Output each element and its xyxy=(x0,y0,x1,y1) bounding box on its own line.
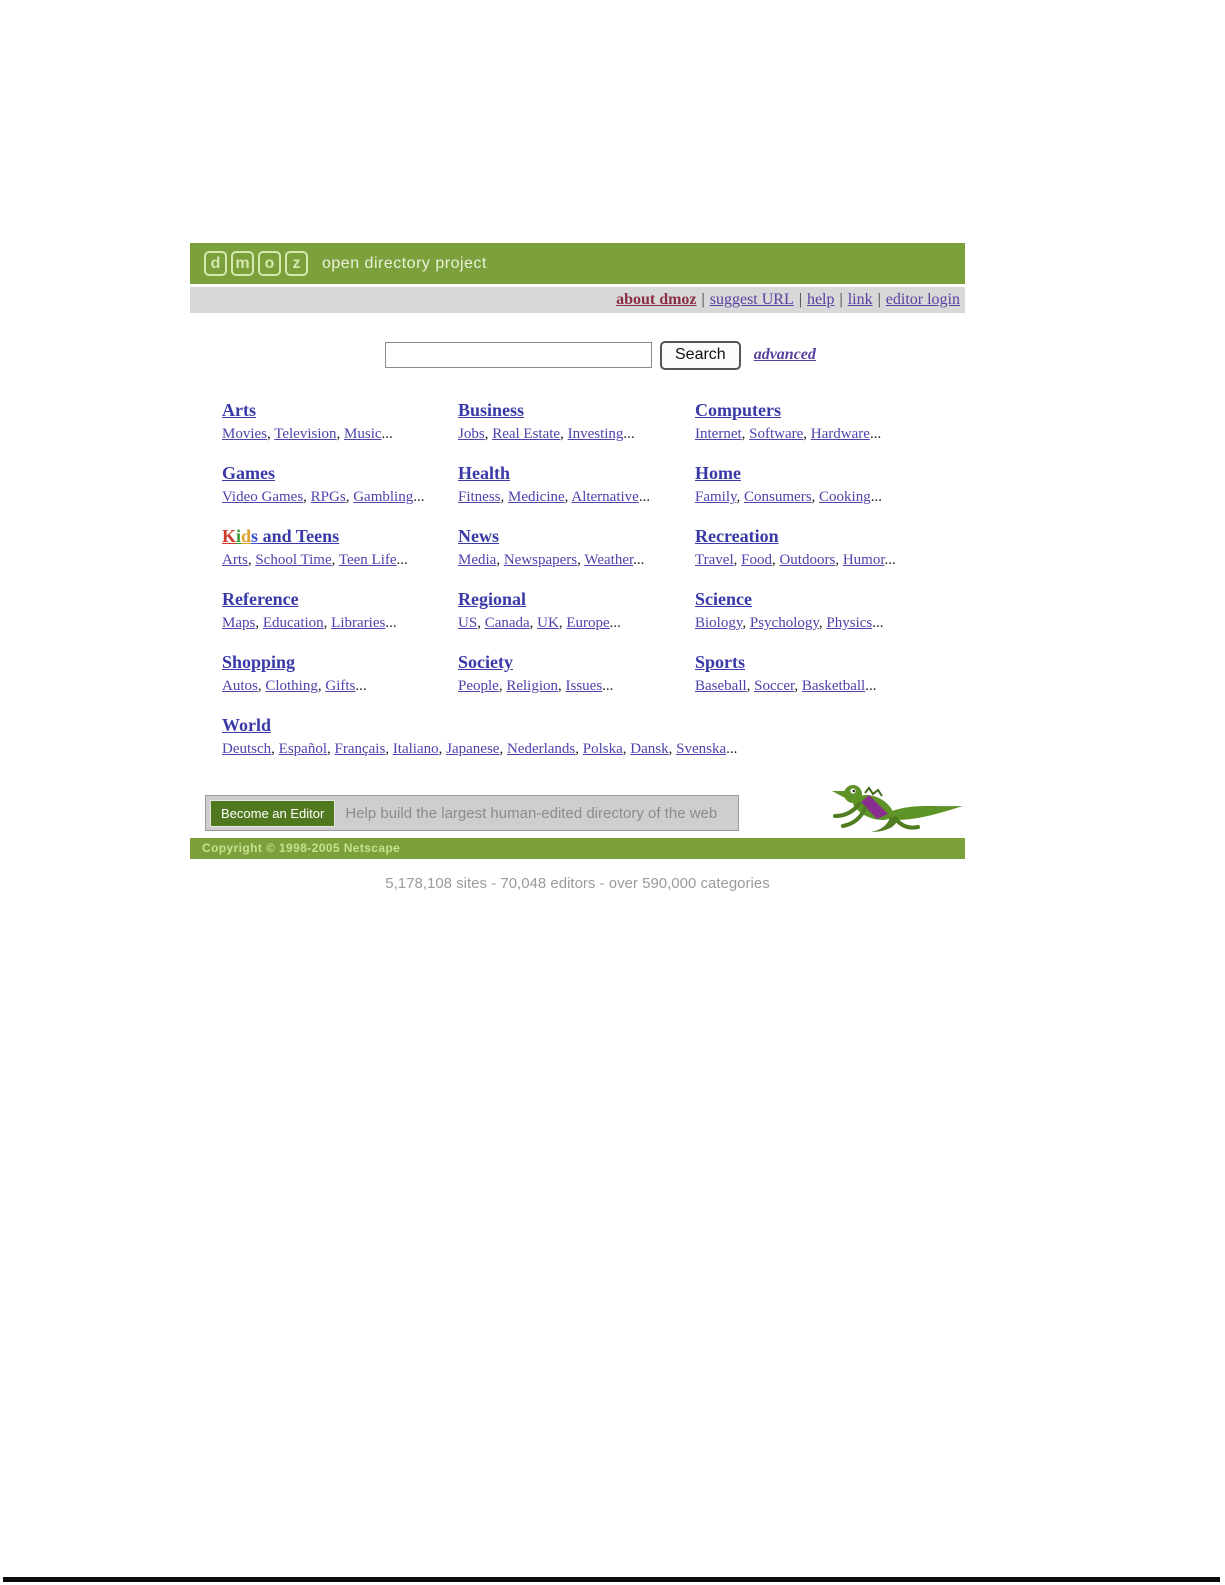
subcategory-list xyxy=(222,551,458,569)
nav-link-editor-login[interactable]: editor login xyxy=(885,291,960,308)
subcategory-link-europe[interactable]: Europe xyxy=(566,615,610,631)
subcategory-list xyxy=(222,677,458,695)
category-cell-science xyxy=(695,589,965,632)
subcategory-link-libraries[interactable]: Libraries xyxy=(331,615,386,631)
separator: , xyxy=(267,426,275,442)
subcategory-link-maps[interactable]: Maps xyxy=(222,615,256,631)
header-bar xyxy=(190,243,965,284)
ellipsis: ... xyxy=(869,426,882,442)
become-editor-box xyxy=(205,795,739,831)
subcategory-link-internet[interactable]: Internet xyxy=(695,426,742,442)
subcategory-link-espa-ol[interactable]: Español xyxy=(278,741,327,757)
subcategory-link-weather[interactable]: Weather xyxy=(584,552,634,568)
copyright-bar xyxy=(190,838,965,859)
category-cell-regional xyxy=(458,589,695,632)
subcategory-link-cooking[interactable]: Cooking xyxy=(819,489,871,505)
separator: , xyxy=(742,615,750,631)
separator: , xyxy=(496,552,504,568)
bottom-rule xyxy=(3,1577,1220,1582)
separator: , xyxy=(558,678,566,694)
nav-link-link[interactable]: link xyxy=(847,291,873,308)
separator: , xyxy=(668,741,677,757)
ellipsis: ... xyxy=(870,489,882,505)
separator: , xyxy=(438,741,447,757)
separator: , xyxy=(818,615,827,631)
category-cell-recreation xyxy=(695,526,965,569)
subcategory-link-physics[interactable]: Physics xyxy=(826,615,873,631)
ellipsis: ... xyxy=(381,426,393,442)
search-input[interactable] xyxy=(385,342,652,368)
subcategory-list xyxy=(695,425,965,443)
category-cell-news xyxy=(458,526,695,569)
subcategory-link-japanese[interactable]: Japanese xyxy=(446,741,500,757)
subcategory-link-outdoors[interactable]: Outdoors xyxy=(779,552,836,568)
subcategory-link-uk[interactable]: UK xyxy=(537,615,559,631)
ellipsis: ... xyxy=(726,741,738,757)
subcategory-link-jobs[interactable]: Jobs xyxy=(458,426,485,442)
category-link-computers[interactable]: Computers xyxy=(695,400,781,420)
subcategory-link-clothing[interactable]: Clothing xyxy=(265,678,318,694)
ellipsis: ... xyxy=(355,678,367,694)
become-editor-button[interactable]: Become an Editor xyxy=(210,800,335,827)
subcategory-link-television[interactable]: Television xyxy=(274,426,337,442)
subcategory-link-music[interactable]: Music xyxy=(344,426,382,442)
subcategory-link-medicine[interactable]: Medicine xyxy=(508,489,565,505)
nav-separator: | xyxy=(701,291,705,308)
mozilla-lizard-icon xyxy=(825,780,965,838)
subcategory-link-humor[interactable]: Humor xyxy=(842,552,885,568)
dmoz-homepage xyxy=(190,243,965,892)
dmoz-logo[interactable] xyxy=(204,251,308,276)
subcategory-list xyxy=(695,488,965,506)
nav-link-help[interactable]: help xyxy=(806,291,835,308)
subcategory-link-real-estate[interactable]: Real Estate xyxy=(492,426,561,442)
separator: , xyxy=(529,615,538,631)
ellipsis: ... xyxy=(633,552,645,568)
subcategory-link-italiano[interactable]: Italiano xyxy=(392,741,439,757)
subcategory-link-religion[interactable]: Religion xyxy=(506,678,558,694)
subcategory-link-family[interactable]: Family xyxy=(695,489,737,505)
subcategory-list xyxy=(695,614,965,632)
ellipsis: ... xyxy=(623,426,635,442)
category-cell-sports xyxy=(695,652,965,695)
category-cell-world xyxy=(222,715,965,758)
separator: , xyxy=(733,552,742,568)
top-nav xyxy=(190,287,965,313)
category-link-home[interactable]: Home xyxy=(695,463,741,483)
subcategory-list xyxy=(695,677,965,695)
search-button[interactable]: Search xyxy=(660,341,741,370)
subcategory-list xyxy=(458,425,695,443)
separator: , xyxy=(746,678,755,694)
subcategory-link-dansk[interactable]: Dansk xyxy=(630,741,669,757)
subcategory-link-education[interactable]: Education xyxy=(262,615,324,631)
category-cell-shopping xyxy=(222,652,458,695)
category-link-shopping[interactable]: Shopping xyxy=(222,652,296,672)
subcategory-link-nederlands[interactable]: Nederlands xyxy=(506,741,576,757)
category-link-health[interactable]: Health xyxy=(458,463,510,483)
separator: , xyxy=(558,615,567,631)
subcategory-link-people[interactable]: People xyxy=(458,678,499,694)
category-cell-business xyxy=(458,400,695,443)
banner-text: Help build the largest human-edited directory of the web xyxy=(345,804,718,822)
subcategory-link-basketball[interactable]: Basketball xyxy=(801,678,866,694)
separator: , xyxy=(736,489,745,505)
copyright-text: Copyright © 1998-2005 Netscape xyxy=(202,841,401,855)
separator: , xyxy=(811,489,820,505)
category-link-kids-and-teens[interactable]: Kids and Teens xyxy=(222,526,340,546)
subcategory-link-baseball[interactable]: Baseball xyxy=(695,678,747,694)
subcategory-link-teen-life[interactable]: Teen Life xyxy=(338,552,397,568)
subcategory-link-psychology[interactable]: Psychology xyxy=(749,615,819,631)
separator: , xyxy=(317,678,326,694)
separator: , xyxy=(484,426,493,442)
category-link-business[interactable]: Business xyxy=(458,400,525,420)
ellipsis: ... xyxy=(413,489,425,505)
category-link-regional[interactable]: Regional xyxy=(458,589,527,609)
separator: , xyxy=(771,552,780,568)
category-cell-health xyxy=(458,463,695,506)
subcategory-link-deutsch[interactable]: Deutsch xyxy=(222,741,272,757)
category-cell-home xyxy=(695,463,965,506)
ellipsis: ... xyxy=(396,552,408,568)
nav-separator: | xyxy=(877,291,881,308)
separator: , xyxy=(257,678,266,694)
logo-letter-d: d xyxy=(204,251,227,276)
separator: , xyxy=(577,552,585,568)
ellipsis: ... xyxy=(872,615,884,631)
separator: , xyxy=(741,426,750,442)
subcategory-list xyxy=(222,425,458,443)
ellipsis: ... xyxy=(602,678,614,694)
category-link-news[interactable]: News xyxy=(458,526,499,546)
subcategory-list xyxy=(695,551,965,569)
subcategory-link-school-time[interactable]: School Time xyxy=(255,552,332,568)
separator: , xyxy=(345,489,354,505)
subcategory-link-rpgs[interactable]: RPGs xyxy=(310,489,346,505)
separator: , xyxy=(477,615,485,631)
subcategory-link-polska[interactable]: Polska xyxy=(582,741,623,757)
category-cell-games xyxy=(222,463,458,506)
separator: , xyxy=(794,678,802,694)
category-link-sports[interactable]: Sports xyxy=(695,652,746,672)
category-link-reference[interactable]: Reference xyxy=(222,589,299,609)
logo-letter-o: o xyxy=(258,251,281,276)
subcategory-link-issues[interactable]: Issues xyxy=(565,678,603,694)
subcategory-link-gambling[interactable]: Gambling xyxy=(353,489,414,505)
separator: , xyxy=(498,678,507,694)
ellipsis: ... xyxy=(884,552,896,568)
ellipsis: ... xyxy=(609,615,621,631)
separator: , xyxy=(564,489,572,505)
ellipsis: ... xyxy=(638,489,651,505)
subcategory-link-video-games[interactable]: Video Games xyxy=(222,489,304,505)
category-cell-society xyxy=(458,652,695,695)
subcategory-link-autos[interactable]: Autos xyxy=(222,678,258,694)
logo-letter-m: m xyxy=(231,251,254,276)
category-cell-computers xyxy=(695,400,965,443)
subcategory-list xyxy=(458,614,695,632)
subcategory-list xyxy=(222,488,458,506)
category-cell-arts xyxy=(222,400,458,443)
category-link-games[interactable]: Games xyxy=(222,463,275,483)
subcategory-link-newspapers[interactable]: Newspapers xyxy=(503,552,578,568)
category-link-science[interactable]: Science xyxy=(695,589,752,609)
subcategory-list xyxy=(458,677,695,695)
separator: , xyxy=(500,489,509,505)
nav-separator: | xyxy=(798,291,802,308)
subcategory-link-svenska[interactable]: Svenska xyxy=(676,741,727,757)
subcategory-list xyxy=(222,614,458,632)
subcategory-link-fitness[interactable]: Fitness xyxy=(458,489,501,505)
separator: , xyxy=(560,426,568,442)
separator: , xyxy=(271,741,279,757)
subcategory-link-alternative[interactable]: Alternative xyxy=(571,489,639,505)
logo-letter-z: z xyxy=(285,251,308,276)
subcategory-link-soccer[interactable]: Soccer xyxy=(754,678,795,694)
separator: , xyxy=(303,489,311,505)
nav-link-suggest-url[interactable]: suggest URL xyxy=(709,291,794,308)
separator: , xyxy=(323,615,332,631)
separator: , xyxy=(499,741,507,757)
ellipsis: ... xyxy=(865,678,877,694)
ellipsis: ... xyxy=(385,615,397,631)
search-form xyxy=(190,340,965,370)
subcategory-list xyxy=(458,488,695,506)
header-tagline: open directory project xyxy=(322,254,487,272)
nav-separator: | xyxy=(839,291,843,308)
nav-link-about-dmoz[interactable]: about dmoz xyxy=(616,291,697,308)
subcategory-link-canada[interactable]: Canada xyxy=(484,615,530,631)
subcategory-link-media[interactable]: Media xyxy=(458,552,497,568)
subcategory-link-gifts[interactable]: Gifts xyxy=(325,678,356,694)
subcategory-link-arts[interactable]: Arts xyxy=(222,552,248,568)
category-link-arts[interactable]: Arts xyxy=(222,400,256,420)
subcategory-link-us[interactable]: US xyxy=(458,615,478,631)
subcategory-link-hardware[interactable]: Hardware xyxy=(810,426,870,442)
category-cell-kids-and-teens xyxy=(222,526,458,569)
separator: , xyxy=(331,552,339,568)
separator: , xyxy=(255,615,263,631)
separator: , xyxy=(803,426,811,442)
separator: , xyxy=(385,741,393,757)
separator: , xyxy=(336,426,345,442)
separator: , xyxy=(326,741,335,757)
subcategory-link-food[interactable]: Food xyxy=(741,552,772,568)
subcategory-link-travel[interactable]: Travel xyxy=(695,552,734,568)
subcategory-list xyxy=(222,740,965,758)
category-link-society[interactable]: Society xyxy=(458,652,513,672)
category-link-world[interactable]: World xyxy=(222,715,272,735)
subcategory-link-software[interactable]: Software xyxy=(749,426,804,442)
subcategory-link-movies[interactable]: Movies xyxy=(222,426,267,442)
separator: , xyxy=(575,741,583,757)
subcategory-link-consumers[interactable]: Consumers xyxy=(744,489,812,505)
separator: , xyxy=(835,552,843,568)
separator: , xyxy=(247,552,256,568)
subcategory-link-investing[interactable]: Investing xyxy=(567,426,624,442)
subcategory-list xyxy=(458,551,695,569)
subcategory-link-biology[interactable]: Biology xyxy=(695,615,743,631)
separator: , xyxy=(622,741,631,757)
stats-line: 5,178,108 sites - 70,048 editors - over 590,000 categories xyxy=(385,875,770,892)
category-grid xyxy=(222,400,965,758)
category-cell-reference xyxy=(222,589,458,632)
advanced-search-link[interactable]: advanced xyxy=(753,346,816,363)
category-link-recreation[interactable]: Recreation xyxy=(695,526,779,546)
subcategory-link-fran-ais[interactable]: Français xyxy=(334,741,386,757)
